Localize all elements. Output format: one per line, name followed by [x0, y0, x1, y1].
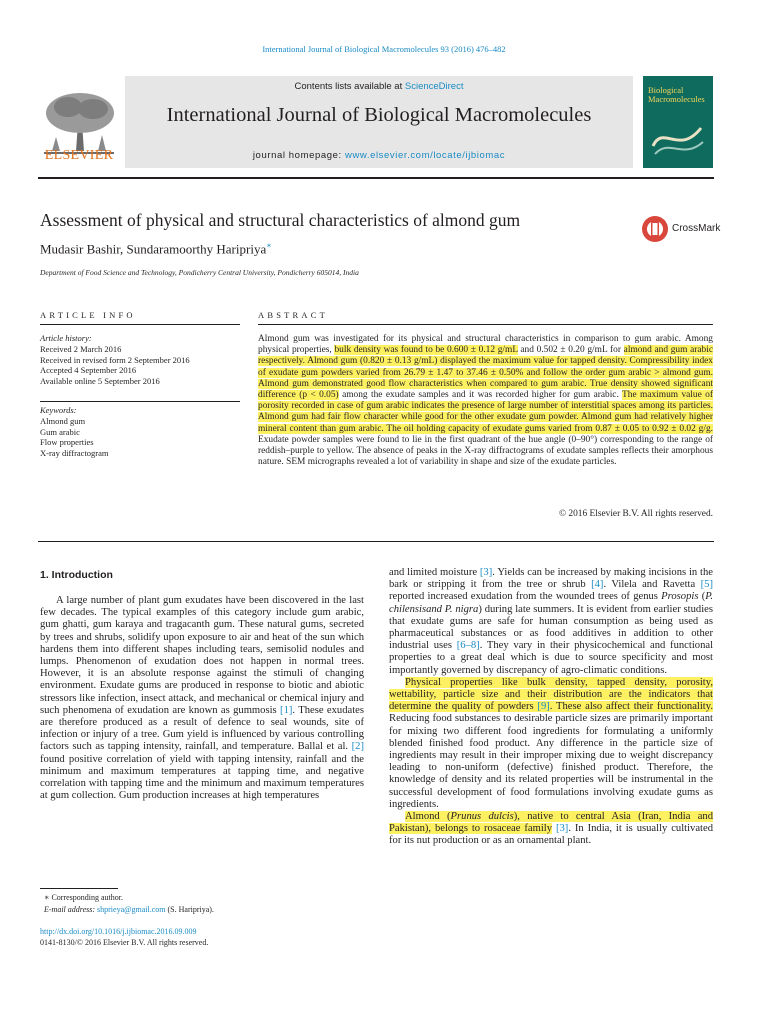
abstract-heading: ABSTRACT: [258, 310, 328, 320]
article-history: [40, 333, 190, 387]
paragraph-text: . They vary in their physicochemical and functional properties to a great deal which is due to source specificity and most importantly governed by discrepancy of agro-climatic conditions.: [389, 640, 714, 676]
paragraph: [40, 595, 364, 802]
affiliation: Department of Food Science and Technology, Pondicherry Central University, Pondicherry 605014, India: [40, 268, 359, 277]
publisher-name: ELSEVIER: [44, 148, 114, 163]
abstract-sentence: Almond gum was investigated for its physical and structural characteristics in comparison to gum arabic. Among physical properties,: [258, 334, 713, 356]
homepage-prefix: journal homepage:: [252, 150, 345, 161]
journal-homepage: [125, 150, 633, 161]
body-column-right: [389, 567, 713, 848]
abstract-highlight: bulk density was found to be 0.600 ± 0.12 g/mL: [334, 345, 518, 356]
crossmark-label[interactable]: CrossMark: [672, 223, 721, 234]
paragraph: [389, 567, 713, 677]
highlight-text: ), native to central Asia (Iran, India and Pakistan), belongs to rosaceae family: [389, 811, 713, 835]
keyword: Almond gum: [40, 415, 86, 426]
paragraph-text: (: [698, 591, 706, 603]
doi-link[interactable]: http://dx.doi.org/10.1016/j.ijbiomac.2016.09.009: [40, 927, 197, 936]
body-rule: [38, 541, 714, 542]
citation-link[interactable]: [5]: [700, 579, 713, 591]
footnote-mark: ∗: [44, 893, 50, 902]
authors: Mudasir Bashir, Sundaramoorthy Haripriya: [40, 241, 267, 257]
highlight-text: . These also affect their functionality.: [549, 701, 713, 713]
keywords-rule: [40, 401, 240, 402]
paragraph-text: . In India, it is usually cultivated for its nut production or as an ornamental plant.: [389, 823, 713, 847]
highlight-text: Physical properties like bulk density, tapped density, porosity, wettability, particle size and their distribution are the indicators that determine the quality of powders: [389, 676, 713, 713]
keywords: [40, 405, 109, 459]
citation-link[interactable]: [6–8]: [456, 640, 480, 652]
footnote: [44, 892, 214, 915]
highlight-text: Almond (: [405, 811, 451, 823]
cover-illustration-icon: [649, 116, 707, 160]
abstract-copyright: © 2016 Elsevier B.V. All rights reserved.: [558, 509, 713, 519]
citation-link[interactable]: [3]: [555, 823, 569, 835]
paragraph: [389, 677, 713, 811]
journal-title: International Journal of Biological Macromolecules: [166, 104, 592, 126]
genus-name: Prosopis: [661, 591, 699, 603]
paragraph-text: and limited moisture: [389, 567, 480, 578]
corresponding-author-mark[interactable]: ∗: [266, 241, 272, 250]
author-list: [40, 241, 272, 257]
article-info-heading: ARTICLE INFO: [40, 310, 136, 320]
history-entry: Available online 5 September 2016: [40, 376, 160, 387]
keywords-label: Keywords:: [40, 405, 77, 415]
paragraph-text: . Yields can be increased by making incisions in the bark or stripping it from the tree or shrub: [389, 567, 713, 591]
abstract-text: [258, 334, 713, 468]
journal-citation[interactable]: International Journal of Biological Macromolecules 93 (2016) 476–482: [262, 44, 506, 54]
history-entry: Received in revised form 2 September 2016: [40, 354, 190, 365]
history-entry: Received 2 March 2016: [40, 343, 122, 354]
issn-line: 0141-8130/© 2016 Elsevier B.V. All rights reserved.: [40, 938, 209, 947]
species-name: P. chilensisand P. nigra: [389, 591, 713, 615]
abstract-rule: [258, 324, 713, 325]
paragraph-text: found positive correlation of yield with tapping intensity, rainfall and the minimum and maximum temperatures at tapping time, and negative correlation with tapping time and the minimum and maximum temperatures at gum collection. Gum production increases at high temperatures: [40, 753, 364, 802]
paragraph-text: ) during late summers. It is evident from earlier studies that exudate gums are safe for human consumption as being used as pharmaceutical substances or as food additives in addition to other industrial uses: [389, 603, 713, 652]
history-label: Article history:: [40, 333, 92, 343]
sciencedirect-link[interactable]: ScienceDirect: [404, 81, 464, 92]
homepage-link[interactable]: www.elsevier.com/locate/ijbiomac: [344, 150, 506, 161]
citation-link[interactable]: [2]: [351, 741, 364, 753]
contents-line: [125, 81, 633, 92]
article-title: Assessment of physical and structural characteristics of almond gum: [40, 210, 521, 230]
crossmark-icon[interactable]: [640, 214, 670, 244]
citation-link[interactable]: [9]: [537, 701, 550, 713]
citation-link[interactable]: [4]: [591, 579, 604, 591]
abstract-sentence: Exudate powder samples were found to lie in the first quadrant of the hue angle (0–90°) corresponding to the range of reddish–purple to yellow. The absence of peaks in the X-ray diffractograms of exudate samples reflects their amorphous nature. SEM micrographs revealed a lot of variability in shape and size of the exudate particles.: [258, 434, 713, 468]
keyword: X-ray diffractogram: [40, 448, 109, 459]
paragraph-text: Reducing food substances to desirable particle sizes are primarily important for mixing two different food ingredients for formulating a uniformly blended finished food product. Any difference in the particle size of ingredients may result in their improper mixing due to weight discrepancy leading to non-uniform (defective) finished product. Therefore, the knowledge of density and its related properties will be instrumental in the successful development of food formulations involving exudate gums as ingredients.: [389, 713, 713, 810]
paragraph-text: reported increased exudation from the wounded trees of genus: [389, 591, 662, 603]
paragraph-text: A large number of plant gum exudates have been discovered in the last few decades. The typical examples of this category include gum arabic, gum ghatti, gum karaya and tragacanth gum. These natural gums, secreted by trees and shrubs, solidify upon exposure to air and heat of the sun which hardens them into different shapes including tears, semisolid nodules and lumps. Phenomenon of exudation does not happen in normal trees. However, it is an absolute response against the stimuli of changing environment. Exudate gums are produced in response to biotic and abiotic stressors like infection, insect attack, and mechanical or chemical injury and such phenomena of exudation are known as gummosis: [40, 595, 364, 716]
contents-prefix: Contents lists available at: [294, 81, 405, 92]
header-rule: [38, 177, 714, 179]
email-link[interactable]: shprieya@gmail.com: [97, 904, 166, 914]
citation-link[interactable]: [3]: [479, 567, 493, 578]
scientific-name: Prunus dulcis: [450, 811, 514, 823]
paragraph: [389, 811, 713, 848]
paragraph-text: . These exudates are therefore produced as a result of defence to seal wounds, site of infection or injury of a tree. Gum yield is influenced by various controlling factors such as tapping intensity, rainfall, and temperature. Ballal et al.: [40, 704, 364, 753]
keyword: Flow properties: [40, 437, 94, 448]
doi-block: [40, 926, 208, 948]
abstract-sentence: and 0.502 ± 0.20 g/mL for: [517, 345, 624, 356]
citation-link[interactable]: [1]: [280, 704, 293, 716]
body-column-left: [40, 595, 364, 802]
journal-cover-image: [643, 76, 713, 168]
keyword: Gum arabic: [40, 426, 80, 437]
email-label: E-mail address:: [44, 904, 96, 914]
corresponding-author-label: Corresponding author.: [51, 893, 123, 902]
abstract-highlight: almond and gum arabic respectively. Almond gum (0.820 ± 0.13 g/mL) displayed the maximum value for tapped density. Compressibility index of exudate gum powders varied from 26.79 ± 1.47 to 37.46 ± 0.50% and follow the order gum arabic > almond gum. Almond gum demonstrated good flow characteristics when compared to gum arabic. True density showed significant difference (p < 0.05): [258, 345, 713, 401]
email-owner: (S. Haripriya).: [165, 904, 214, 914]
footnote-rule: [40, 888, 118, 889]
paragraph-text: . Vilela and Ravetta: [603, 579, 701, 591]
cover-title: Biological Macromolecules: [648, 85, 705, 104]
article-info-rule: [40, 324, 240, 325]
history-entry: Accepted 4 September 2016: [40, 365, 137, 376]
abstract-sentence: among the exudate samples and it was recorded higher for gum arabic.: [338, 390, 623, 401]
abstract-highlight: The maximum value of porosity recorded in case of gum arabic indicates the presence of large number of interstitial spaces among its particles. Almond gum had fair flow character while good for the other exudate gum powder. Almond gum had relatively higher mineral content than gum arabic. The oil holding capacity of exudate gums varied from 0.87 ± 0.05 to 0.92 ± 0.02 g/g.: [258, 390, 713, 434]
section-heading-introduction: 1. Introduction: [40, 569, 113, 581]
